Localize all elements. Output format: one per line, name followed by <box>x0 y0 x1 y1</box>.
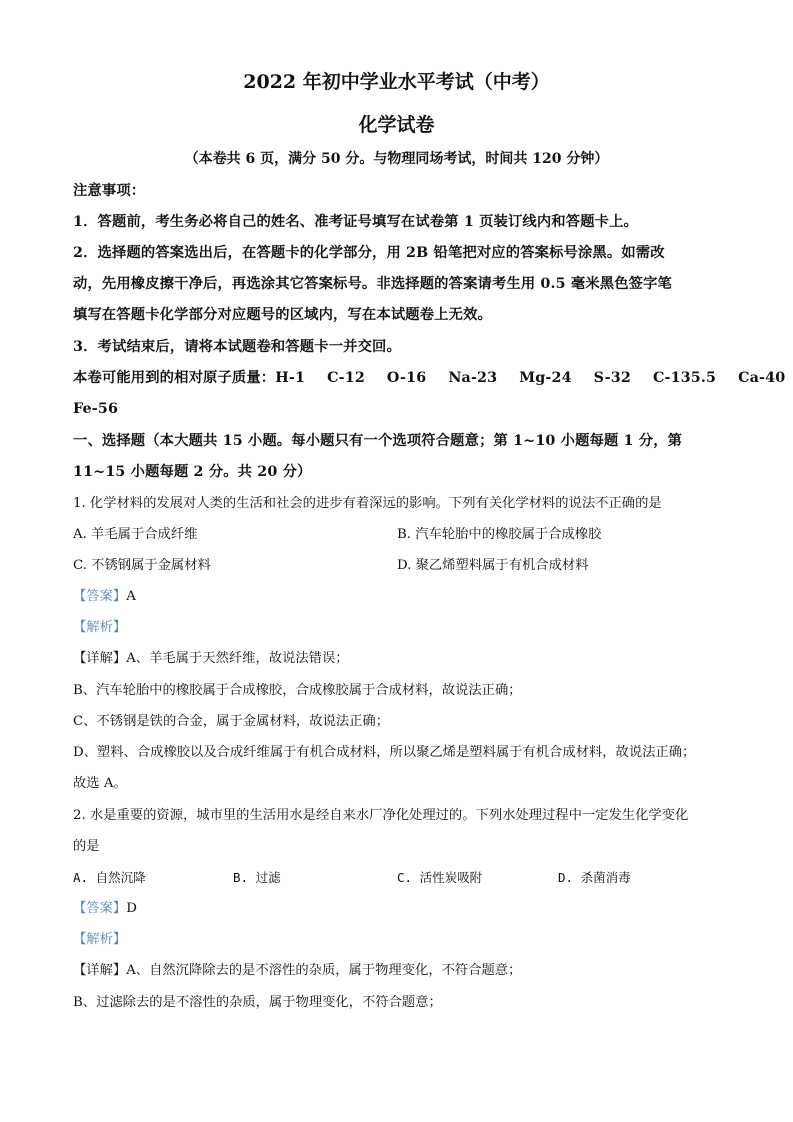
question-2-analysis-tag: 【解析】 <box>73 932 127 947</box>
question-2-detail <box>73 961 719 981</box>
detail-line: A、羊毛属于天然纤维，故说法错误； <box>126 651 349 666</box>
atomic-masses-line <box>73 368 786 388</box>
question-2-option-d: D. 杀菌消毒 <box>558 870 631 885</box>
atomic-mass: C-12 <box>327 370 365 386</box>
detail-line: C、不锈钢是铁的合金，属于金属材料，故说法正确； <box>73 714 390 729</box>
detail-line: D、塑料、合成橡胶以及合成纤维属于有机合成材料，所以聚乙烯是塑料属于有机合成材料，故说法正确； <box>73 745 696 760</box>
question-1-option-c: C. 不锈钢属于金属材料 <box>73 558 211 573</box>
atomic-mass: S-32 <box>593 370 631 386</box>
atomic-masses-label: 本卷可能用到的相对原子质量： <box>73 370 276 386</box>
question-2-stem-cont: 的是 <box>73 839 100 854</box>
question-1-option-a: A. 羊毛属于合成纤维 <box>73 527 198 542</box>
section-heading-cont: 11~15 小题每题 2 分。共 20 分） <box>73 464 312 480</box>
detail-tag: 【详解】 <box>73 651 127 666</box>
answer-value: A <box>126 589 136 604</box>
detail-line: A、自然沉降除去的是不溶性的杂质，属于物理变化，不符合题意； <box>126 963 522 978</box>
question-2-option-c: C. 活性炭吸附 <box>397 870 483 885</box>
detail-line: 故选 A。 <box>73 776 127 791</box>
answer-tag: 【答案】 <box>73 589 127 604</box>
atomic-mass: H-1 <box>275 370 306 386</box>
question-1-stem: 1. 化学材料的发展对人类的生活和社会的进步有着深远的影响。下列有关化学材料的说法不正确的是 <box>73 496 662 511</box>
question-2-stem: 2. 水是重要的资源，城市里的生活用水是经自来水厂净化处理过的。下列水处理过程中一定发生化学变化 <box>73 808 689 823</box>
notice-item: 1．答题前，考生务必将自己的姓名、准考证号填写在试卷第 1 页装订线内和答题卡上。 <box>73 214 638 230</box>
answer-value: D <box>126 901 137 916</box>
detail-line: B、汽车轮胎中的橡胶属于合成橡胶，合成橡胶属于合成材料，故说法正确； <box>73 683 522 698</box>
atomic-mass: Mg-24 <box>519 370 572 386</box>
question-1-option-b: B. 汽车轮胎中的橡胶属于合成橡胶 <box>397 527 602 542</box>
question-1-answer <box>73 587 719 607</box>
notice-item: 3．考试结束后，请将本试题卷和答题卡一并交回。 <box>73 339 401 355</box>
notice-item: 填写在答题卡化学部分对应题号的区域内，写在本试题卷上无效。 <box>73 307 492 323</box>
notice-item: 动，先用橡皮擦干净后，再选涂其它答案标号。非选择题的答案请考生用 0.5 毫米黑色签字笔 <box>73 276 673 292</box>
atomic-mass: Ca-40 <box>738 370 786 386</box>
question-2-answer <box>73 899 719 919</box>
question-1-detail <box>73 649 719 669</box>
atomic-mass: C-135.5 <box>652 370 717 386</box>
atomic-mass: Fe-56 <box>73 401 119 417</box>
question-2-option-a: A. 自然沉降 <box>73 870 146 885</box>
exam-title: 2022 年初中学业水平考试（中考） <box>243 71 550 93</box>
notice-item: 2．选择题的答案选出后，在答题卡的化学部分，用 2B 铅笔把对应的答案标号涂黑。如需改 <box>73 245 665 261</box>
atomic-mass: O-16 <box>386 370 427 386</box>
exam-meta: （本卷共 6 页，满分 50 分。与物理同场考试，时间共 120 分钟） <box>184 151 609 167</box>
exam-subtitle: 化学试卷 <box>358 114 435 136</box>
detail-line: B、过滤除去的是不溶性的杂质，属于物理变化，不符合题意； <box>73 995 442 1010</box>
question-1-analysis-tag: 【解析】 <box>73 620 127 635</box>
answer-tag: 【答案】 <box>73 901 127 916</box>
notice-heading: 注意事项： <box>73 183 146 199</box>
question-1-option-d: D. 聚乙烯塑料属于有机合成材料 <box>397 558 589 573</box>
detail-tag: 【详解】 <box>73 963 127 978</box>
section-heading: 一、选择题（本大题共 15 小题。每小题只有一个选项符合题意；第 1~10 小题每题 1 分，第 <box>73 433 683 449</box>
question-2-option-b: B. 过滤 <box>233 870 281 885</box>
atomic-mass: Na-23 <box>448 370 498 386</box>
